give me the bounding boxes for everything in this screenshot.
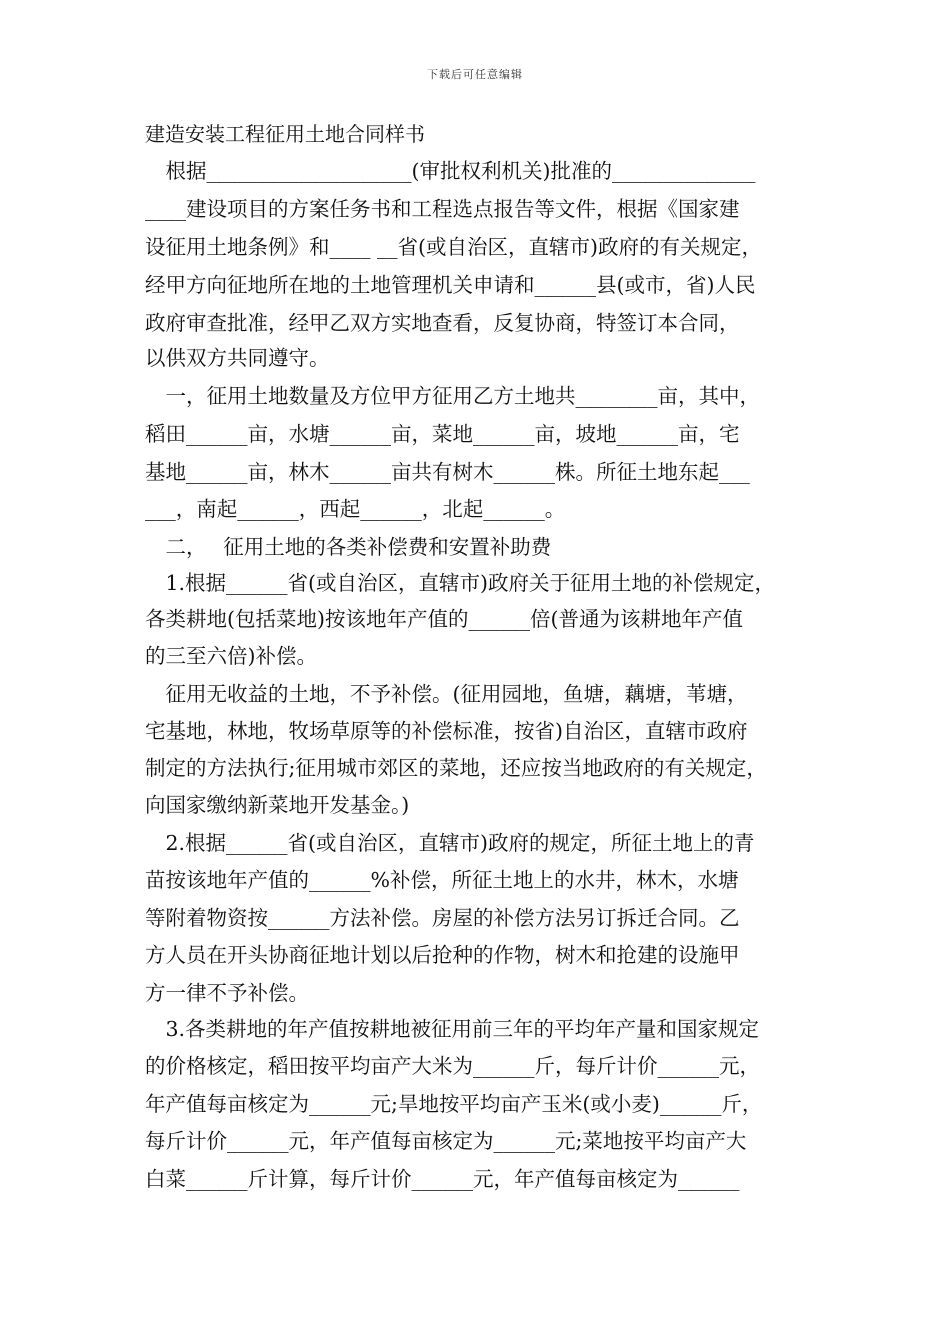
paragraph-line: ___，南起______，西起______，北起______。 — [145, 497, 566, 521]
paragraph-line: 苗按该地年产值的______%补偿，所征土地上的水井，林木，水塘 — [145, 868, 739, 892]
paragraph-line: 经甲方向征地所在地的土地管理机关申请和______县(或市，省)人民 — [145, 273, 756, 297]
paragraph-line: 白菜______斤计算，每斤计价______元，年产值每亩核定为______ — [145, 1167, 740, 1191]
paragraph-line: 的价格核定，稻田按平均亩产大米为______斤，每斤计价______元， — [145, 1054, 760, 1078]
document-title: 建造安装工程征用土地合同样书 — [145, 122, 425, 146]
paragraph-line: 一，征用土地数量及方位甲方征用乙方土地共________亩，其中， — [145, 384, 760, 408]
paragraph-line: 方人员在开头协商征地计划以后抢种的作物，树木和抢建的设施甲 — [145, 943, 740, 967]
paragraph-line: 2.根据______省(或自治区，直辖市)政府的规定，所征土地上的青 — [145, 831, 755, 855]
paragraph-line: 基地______亩，林木______亩共有树木______株。所征土地东起___ — [145, 460, 750, 484]
paragraph-line: 设征用土地条例》和____ __省(或自治区，直辖市)政府的有关规定， — [145, 235, 763, 259]
paragraph-line: 年产值每亩核定为______元;旱地按平均亩产玉米(或小麦)______斤， — [145, 1092, 763, 1116]
paragraph-line: 各类耕地(包括菜地)按该地年产值的______倍(普通为该耕地年产值 — [145, 607, 743, 631]
paragraph-line: 政府审查批准，经甲乙双方实地查看，反复协商，特签订本合同， — [145, 311, 740, 335]
paragraph-line: 以供双方共同遵守。 — [145, 346, 330, 370]
paragraph-line: 方一律不予补偿。 — [145, 981, 309, 1005]
paragraph-line: 3.各类耕地的年产值按耕地被征用前三年的平均年产量和国家规定 — [145, 1017, 760, 1041]
header-note: 下载后可任意编辑 — [427, 68, 523, 81]
paragraph-line: 等附着物资按______方法补偿。房屋的补偿方法另订拆迁合同。乙 — [145, 906, 740, 930]
paragraph-line: 稻田______亩，水塘______亩，菜地______亩，坡地______亩，宅 — [145, 422, 740, 446]
section-heading: 二， 征用土地的各类补偿费和安置补助费 — [145, 535, 552, 559]
paragraph-line: 根据____________________(审批权利机关)批准的______________ — [145, 159, 756, 183]
paragraph-line: 向国家缴纳新菜地开发基金。) — [145, 793, 410, 817]
paragraph-line: 宅基地，林地，牧场草原等的补偿标准，按省)自治区，直辖市政府 — [145, 719, 748, 743]
paragraph-line: 制定的方法执行;征用城市郊区的菜地，还应按当地政府的有关规定， — [145, 756, 767, 780]
paragraph-line: 每斤计价______元，年产值每亩核定为______元;菜地按平均亩产大 — [145, 1129, 747, 1153]
paragraph-line: 的三至六倍)补偿。 — [145, 644, 317, 668]
paragraph-line: ____建设项目的方案任务书和工程选点报告等文件，根据《国家建 — [145, 197, 740, 221]
paragraph-line: 征用无收益的土地，不予补偿。(征用园地，鱼塘，藕塘，苇塘， — [145, 682, 748, 706]
paragraph-line: 1.根据______省(或自治区，直辖市)政府关于征用土地的补偿规定， — [145, 571, 776, 595]
